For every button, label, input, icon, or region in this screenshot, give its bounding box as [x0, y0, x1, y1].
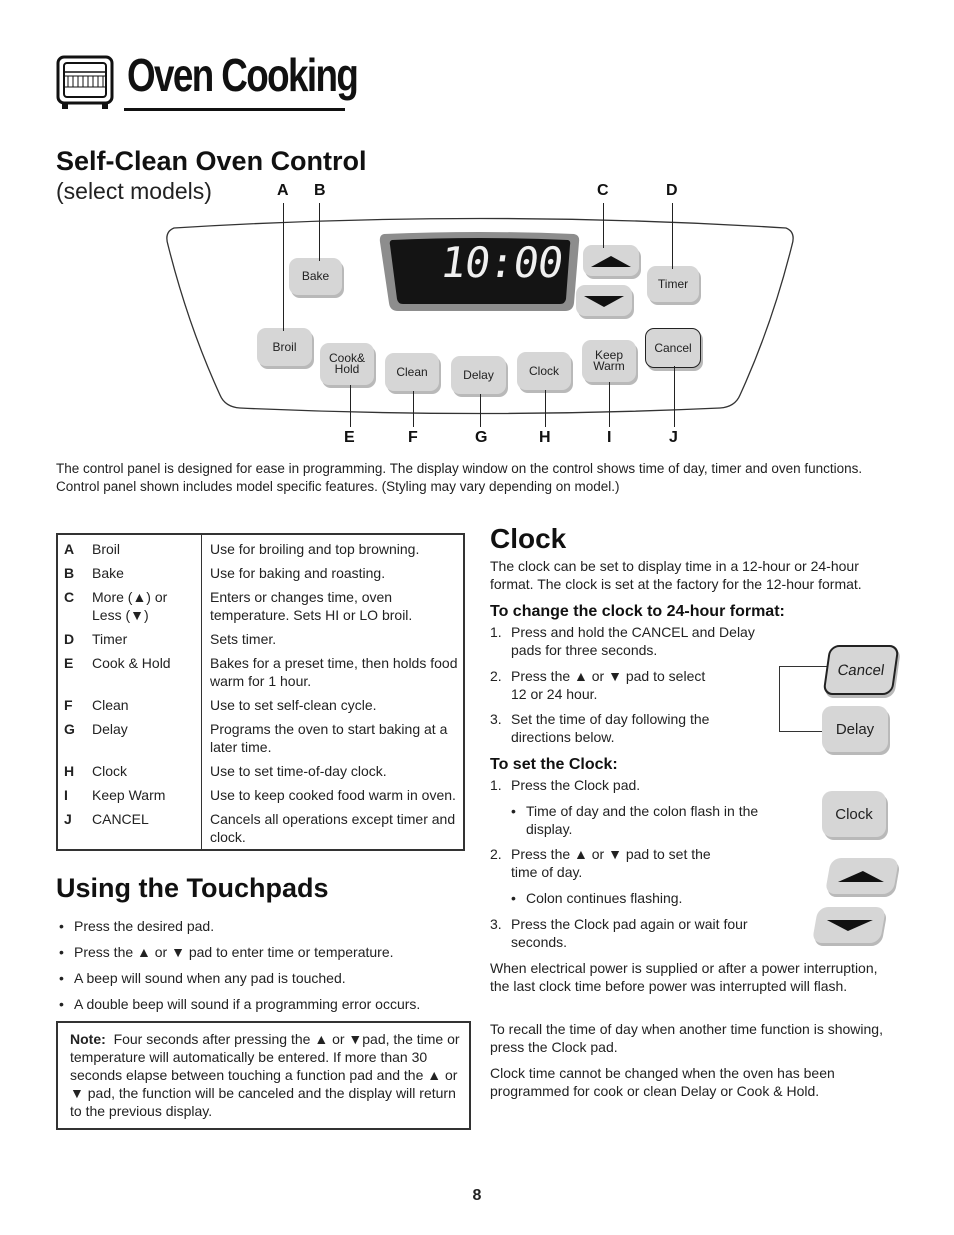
- clock-locked-paragraph: Clock time cannot be changed when the oven has been programmed for cook or clean Delay or Cook & Hold.: [490, 1065, 835, 1099]
- leader-line-i: [609, 382, 610, 427]
- cook-hold-pad[interactable]: [320, 343, 374, 385]
- list-item: 2. Press the ▲ or ▼ pad to set the time of day.: [490, 846, 711, 880]
- legend-pad-name: Clock: [88, 759, 202, 783]
- legend-description: Use to set self-clean cycle.: [210, 697, 377, 713]
- select-models-subheading: (select models): [56, 178, 212, 204]
- legend-key: C: [64, 589, 75, 605]
- list-item: 1. Press and hold the CANCEL and Delay pads for three seconds.: [490, 624, 755, 658]
- note-label: Note:: [70, 1031, 106, 1047]
- keep-warm-label-1: Keep: [594, 348, 624, 362]
- legend-description: Cancels all operations except timer and clock.: [210, 811, 456, 845]
- legend-description: Use for broiling and top browning.: [210, 541, 420, 557]
- legend-pad-name: Broil: [88, 534, 202, 561]
- note-box: [56, 1021, 471, 1130]
- legend-pad-name: Delay: [88, 717, 202, 759]
- legend-key: D: [64, 631, 75, 647]
- delay-pad[interactable]: Delay: [451, 356, 506, 394]
- list-item: • Press the desired pad.: [57, 918, 467, 944]
- legend-key: E: [64, 655, 74, 671]
- list-item: • A double beep will sound if a programming error occurs.: [57, 996, 467, 1022]
- less-down-arrow-pad[interactable]: [576, 285, 632, 316]
- list-item: 3. Set the time of day following the directions below.: [490, 711, 710, 745]
- list-item: 3. Press the Clock pad again or wait four seconds.: [490, 916, 748, 950]
- bake-pad[interactable]: Bake: [289, 258, 342, 295]
- callout-g: G: [475, 429, 488, 446]
- set-clock-heading: To set the Clock:: [490, 756, 618, 773]
- table-row: [57, 759, 464, 783]
- leader-line-c: [603, 203, 604, 248]
- legend-pad-name: More (▲) or Less (▼): [88, 585, 202, 627]
- table-row: [57, 561, 464, 585]
- display-window: 10:00: [437, 238, 566, 287]
- change-format-steps: [490, 623, 780, 750]
- legend-key: I: [64, 787, 68, 803]
- leader-line-j: [674, 366, 675, 427]
- clock-heading: Clock: [490, 523, 567, 554]
- cook-hold-label-1: Cook&: [328, 351, 366, 365]
- callout-a: A: [277, 182, 289, 199]
- recall-time-paragraph: To recall the time of day when another time function is showing, press the Clock pad.: [490, 1021, 883, 1055]
- legend-key: A: [64, 541, 75, 557]
- table-row: [57, 627, 464, 651]
- legend-pad-name: Cook & Hold: [88, 651, 202, 693]
- page-number: 8: [472, 1187, 482, 1204]
- callout-h: H: [539, 429, 551, 446]
- touchpads-list: [57, 918, 467, 1022]
- cancel-pad[interactable]: Cancel: [645, 328, 701, 368]
- legend-key: B: [64, 565, 75, 581]
- list-item: 1. Press the Clock pad.: [490, 777, 641, 793]
- up-arrow-pad-illustration: [825, 858, 899, 894]
- keep-warm-label-2: Warm: [593, 359, 625, 373]
- oven-icon: [56, 55, 114, 111]
- callout-j: J: [669, 429, 678, 446]
- clock-intro: The clock can be set to display time in a 12-hour or 24-hour format. The clock is set at the factory for the 12-hour format.: [490, 558, 862, 592]
- set-clock-steps: [490, 776, 790, 955]
- broil-pad[interactable]: Broil: [257, 328, 312, 366]
- legend-pad-name: Timer: [88, 627, 202, 651]
- legend-pad-name: Keep Warm: [88, 783, 202, 807]
- list-item: • Time of day and the colon flash in the display.: [511, 803, 759, 837]
- legend-pad-name: CANCEL: [88, 807, 202, 850]
- touchpads-heading: Using the Touchpads: [56, 873, 329, 903]
- control-panel-intro: The control panel is designed for ease in programming. The display window on the control shows time of day, timer and oven functions. Control panel shown includes model specific features. (Styling may vary depending on model.): [56, 461, 863, 494]
- callout-c: C: [597, 182, 609, 199]
- clock-pad[interactable]: Clock: [517, 352, 571, 390]
- callout-i: I: [607, 429, 612, 446]
- list-item: • Colon continues flashing.: [511, 890, 683, 906]
- down-arrow-pad-illustration: [812, 907, 886, 943]
- title-underline: [124, 108, 345, 111]
- table-row: [57, 807, 464, 850]
- legend-description: Sets timer.: [210, 631, 277, 647]
- table-row: [57, 783, 464, 807]
- clock-pad-illustration: Clock: [822, 791, 886, 837]
- clean-pad[interactable]: Clean: [385, 353, 439, 391]
- legend-description: Use to set time-of-day clock.: [210, 763, 387, 779]
- keep-warm-pad[interactable]: [582, 340, 636, 382]
- leader-line-g: [480, 394, 481, 427]
- pad-legend-table: [56, 533, 465, 851]
- callout-f: F: [408, 429, 418, 446]
- leader-line-d: [672, 203, 673, 269]
- page-title: Oven Cooking: [127, 49, 358, 101]
- leader-line-a: [283, 203, 284, 331]
- legend-description: Use to keep cooked food warm in oven.: [210, 787, 456, 803]
- table-row: [57, 651, 464, 693]
- legend-description: Enters or changes time, oven temperature. Sets HI or LO broil.: [210, 589, 413, 623]
- legend-description: Use for baking and roasting.: [210, 565, 386, 581]
- legend-key: H: [64, 763, 75, 779]
- note-text: Four seconds after pressing the ▲ or ▼pad, the time or temperature will automatically be entered. If more than 30 seconds elapse between touching a function pad and the ▲ or ▼ pad, the function will be canceled and the display will return to the previous display.: [70, 1031, 460, 1119]
- callout-e: E: [344, 429, 355, 446]
- self-clean-heading: Self-Clean Oven Control: [56, 146, 367, 176]
- timer-pad[interactable]: Timer: [647, 266, 699, 302]
- legend-key: G: [64, 721, 75, 737]
- list-item: • Press the ▲ or ▼ pad to enter time or temperature.: [57, 944, 467, 970]
- leader-line-b: [319, 203, 320, 261]
- table-row: [57, 534, 464, 561]
- legend-description: Bakes for a preset time, then holds food warm for 1 hour.: [210, 655, 458, 689]
- table-row: [57, 717, 464, 759]
- leader-line-f: [413, 391, 414, 427]
- legend-description: Programs the oven to start baking at a later time.: [210, 721, 448, 755]
- leader-line-h: [545, 390, 546, 427]
- legend-pad-name: Bake: [88, 561, 202, 585]
- table-row: [57, 585, 464, 627]
- list-item: • A beep will sound when any pad is touched.: [57, 970, 467, 996]
- table-row: [57, 693, 464, 717]
- delay-pad-illustration: Delay: [822, 706, 888, 752]
- change-format-heading: To change the clock to 24-hour format:: [490, 603, 785, 620]
- cancel-pad-illustration: Cancel: [822, 645, 899, 695]
- cook-hold-label-2: Hold: [334, 362, 360, 376]
- legend-key: J: [64, 811, 72, 827]
- callout-d: D: [666, 182, 678, 199]
- more-up-arrow-pad[interactable]: [583, 245, 639, 276]
- list-item: 2. Press the ▲ or ▼ pad to select 12 or 24 hour.: [490, 668, 706, 702]
- leader-line-e: [350, 385, 351, 427]
- callout-b: B: [314, 182, 326, 199]
- power-interruption-paragraph: When electrical power is supplied or after a power interruption, the last clock time before power was interrupted will flash.: [490, 960, 878, 994]
- legend-key: F: [64, 697, 73, 713]
- legend-pad-name: Clean: [88, 693, 202, 717]
